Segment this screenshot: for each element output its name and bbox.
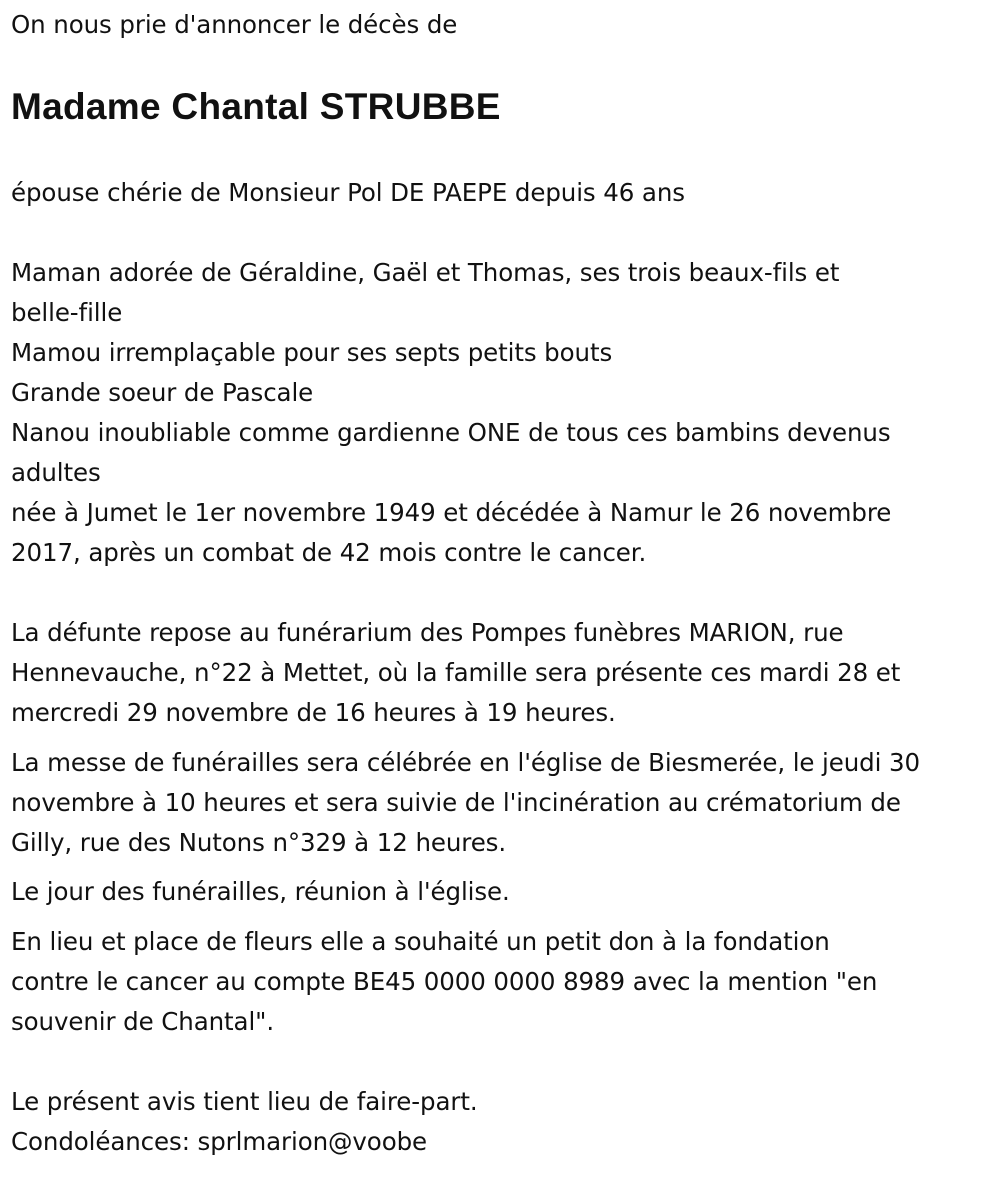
family-paragraph [11, 253, 993, 573]
messe-paragraph [11, 743, 993, 863]
closing-paragraph [11, 1082, 993, 1162]
faire-part-line: Le présent avis tient lieu de faire-part. [11, 1087, 478, 1116]
repose-line: Hennevauche, n°22 à Mettet, où la famille sera présente ces mardi 28 et [11, 658, 901, 687]
family-line: belle-fille [11, 298, 123, 327]
messe-line: La messe de funérailles sera célébrée en l'église de Biesmerée, le jeudi 30 [11, 748, 920, 777]
flowers-line: En lieu et place de fleurs elle a souhaité un petit don à la fondation [11, 927, 830, 956]
birth-death-line: née à Jumet le 1er novembre 1949 et décédée à Namur le 26 novembre [11, 498, 892, 527]
flowers-paragraph [11, 922, 993, 1042]
family-line: Nanou inoubliable comme gardienne ONE de tous ces bambins devenus [11, 418, 891, 447]
flowers-line: contre le cancer au compte BE45 0000 0000 8989 avec la mention "en [11, 967, 878, 996]
reunion-line: Le jour des funérailles, réunion à l'église. [11, 877, 510, 906]
repose-line: La défunte repose au funérarium des Pompes funèbres MARION, rue [11, 618, 844, 647]
spouse-line: épouse chérie de Monsieur Pol DE PAEPE depuis 46 ans [11, 178, 685, 207]
repose-line: mercredi 29 novembre de 16 heures à 19 heures. [11, 698, 616, 727]
birth-death-line: 2017, après un combat de 42 mois contre le cancer. [11, 538, 647, 567]
family-line: Mamou irremplaçable pour ses septs petits bouts [11, 338, 613, 367]
condolences-line: Condoléances: sprlmarion@voobe [11, 1127, 428, 1156]
family-line: adultes [11, 458, 101, 487]
messe-line: Gilly, rue des Nutons n°329 à 12 heures. [11, 828, 507, 857]
family-line: Maman adorée de Géraldine, Gaël et Thomas, ses trois beaux-fils et [11, 258, 840, 287]
notice-intro: On nous prie d'annoncer le décès de [11, 10, 458, 39]
deceased-name: Madame Chantal STRUBBE [11, 86, 501, 127]
flowers-line: souvenir de Chantal". [11, 1007, 275, 1036]
family-line: Grande soeur de Pascale [11, 378, 314, 407]
repose-paragraph [11, 613, 993, 733]
messe-line: novembre à 10 heures et sera suivie de l'incinération au crématorium de [11, 788, 901, 817]
